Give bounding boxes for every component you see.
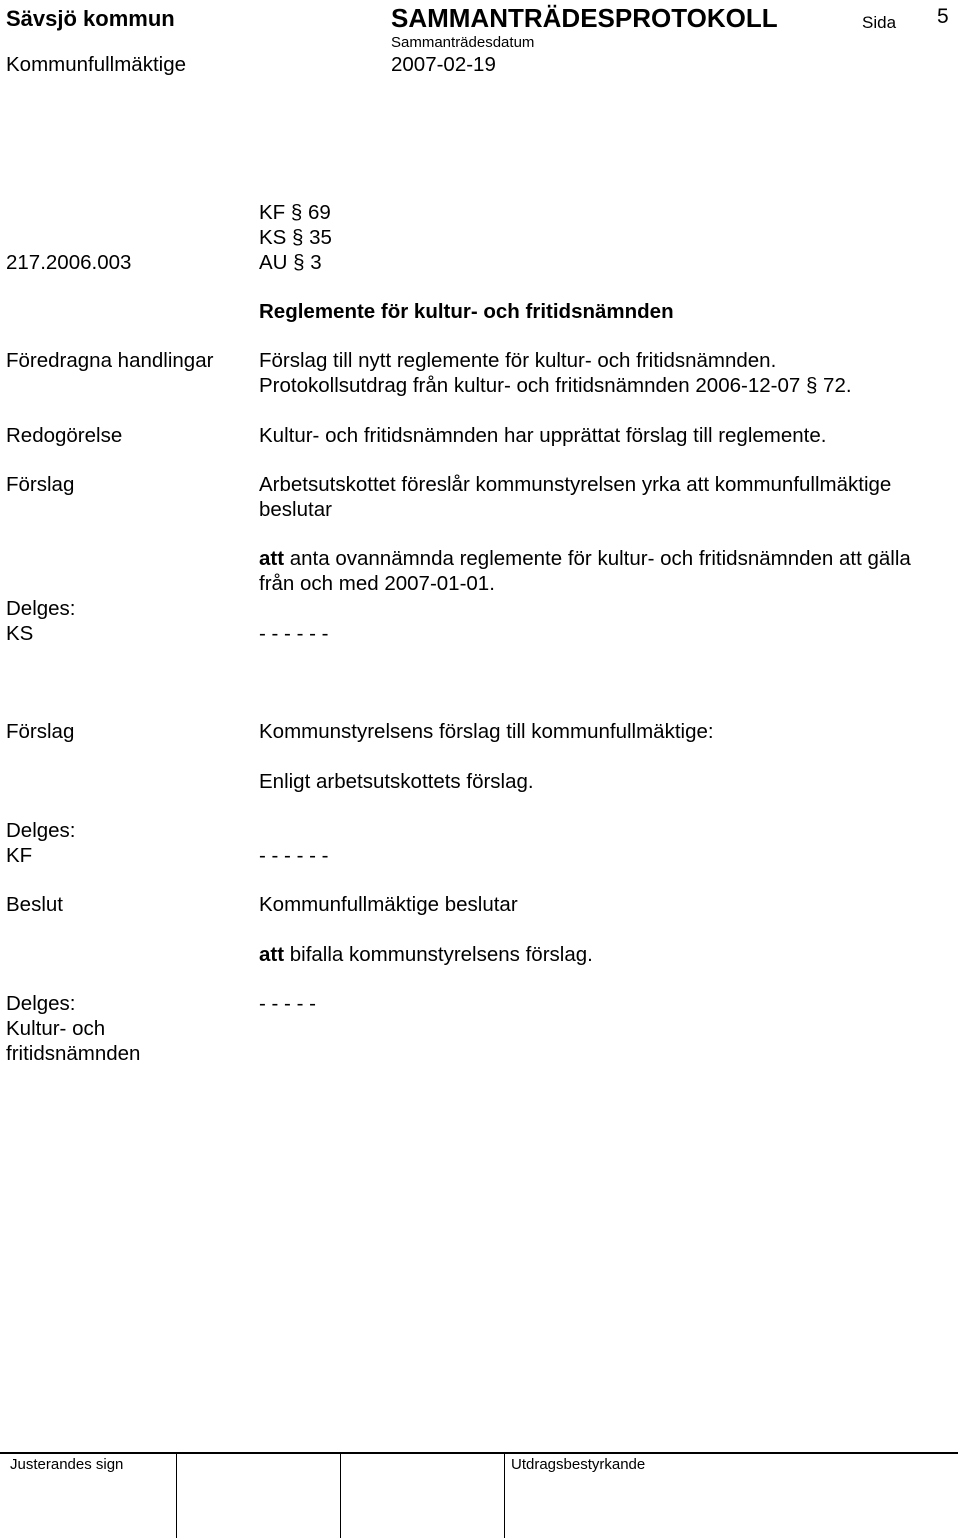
- att-keyword: att: [259, 943, 285, 966]
- delges-label: Delges:: [6, 597, 76, 620]
- forslag-text: Arbetsutskottet föreslår kommunstyrelsen yrka att kommunfullmäktige: [259, 473, 892, 496]
- redogorelse-label: Redogörelse: [6, 424, 123, 447]
- delges-recipient: KS: [6, 622, 34, 645]
- footer-utdragsbestyrkande: Utdragsbestyrkande: [511, 1456, 646, 1473]
- case-ref-ks: KS § 35: [259, 226, 332, 249]
- case-ref-kf: KF § 69: [259, 201, 331, 224]
- handlingar-line: Förslag till nytt reglemente för kultur- och fritidsnämnden.: [259, 349, 777, 372]
- delges-recipient: KF: [6, 844, 33, 867]
- forslag-text: beslutar: [259, 498, 332, 521]
- separator-dashes: - - - - -: [259, 992, 316, 1015]
- delges-recipient: fritidsnämnden: [6, 1042, 141, 1065]
- delges-label: Delges:: [6, 819, 76, 842]
- forslag-text: Kommunstyrelsens förslag till kommunfullmäktige:: [259, 720, 714, 743]
- att-clause-text: bifalla kommunstyrelsens förslag.: [284, 943, 593, 966]
- att-clause: [259, 547, 911, 571]
- date-label: Sammanträdesdatum: [391, 34, 535, 51]
- footer-divider: [340, 1453, 341, 1538]
- case-ref-au: AU § 3: [259, 251, 322, 274]
- forslag-label: Förslag: [6, 720, 75, 743]
- meeting-date: 2007-02-19: [391, 53, 496, 76]
- att-clause-cont: från och med 2007-01-01.: [259, 572, 495, 595]
- redogorelse-text: Kultur- och fritidsnämnden har upprättat förslag till reglemente.: [259, 424, 827, 447]
- footer-divider: [504, 1453, 505, 1538]
- handlingar-label: Föredragna handlingar: [6, 349, 214, 372]
- document-title: SAMMANTRÄDESPROTOKOLL: [391, 3, 778, 33]
- case-number: 217.2006.003: [6, 251, 132, 274]
- forslag-text: Enligt arbetsutskottets förslag.: [259, 770, 534, 793]
- case-title: Reglemente för kultur- och fritidsnämnden: [259, 300, 674, 323]
- delges-label: Delges:: [6, 992, 76, 1015]
- separator-dashes: - - - - - -: [259, 844, 329, 867]
- beslut-text: Kommunfullmäktige beslutar: [259, 893, 518, 916]
- footer-top-rule: [0, 1452, 958, 1454]
- att-keyword: att: [259, 547, 285, 570]
- delges-recipient: Kultur- och: [6, 1017, 106, 1040]
- handlingar-line: Protokollsutdrag från kultur- och fritidsnämnden 2006-12-07 § 72.: [259, 374, 852, 397]
- footer-divider: [176, 1453, 177, 1538]
- att-clause-text: anta ovannämnda reglemente för kultur- och fritidsnämnden att gälla: [284, 547, 911, 570]
- separator-dashes: - - - - - -: [259, 622, 329, 645]
- att-clause: [259, 943, 593, 967]
- body-name: Kommunfullmäktige: [6, 53, 187, 76]
- footer-justerandes-sign: Justerandes sign: [10, 1456, 124, 1473]
- forslag-label: Förslag: [6, 473, 75, 496]
- page-label: Sida: [862, 13, 897, 32]
- page-number: 5: [937, 5, 949, 28]
- municipality-name: Sävsjö kommun: [6, 6, 175, 31]
- beslut-label: Beslut: [6, 893, 63, 916]
